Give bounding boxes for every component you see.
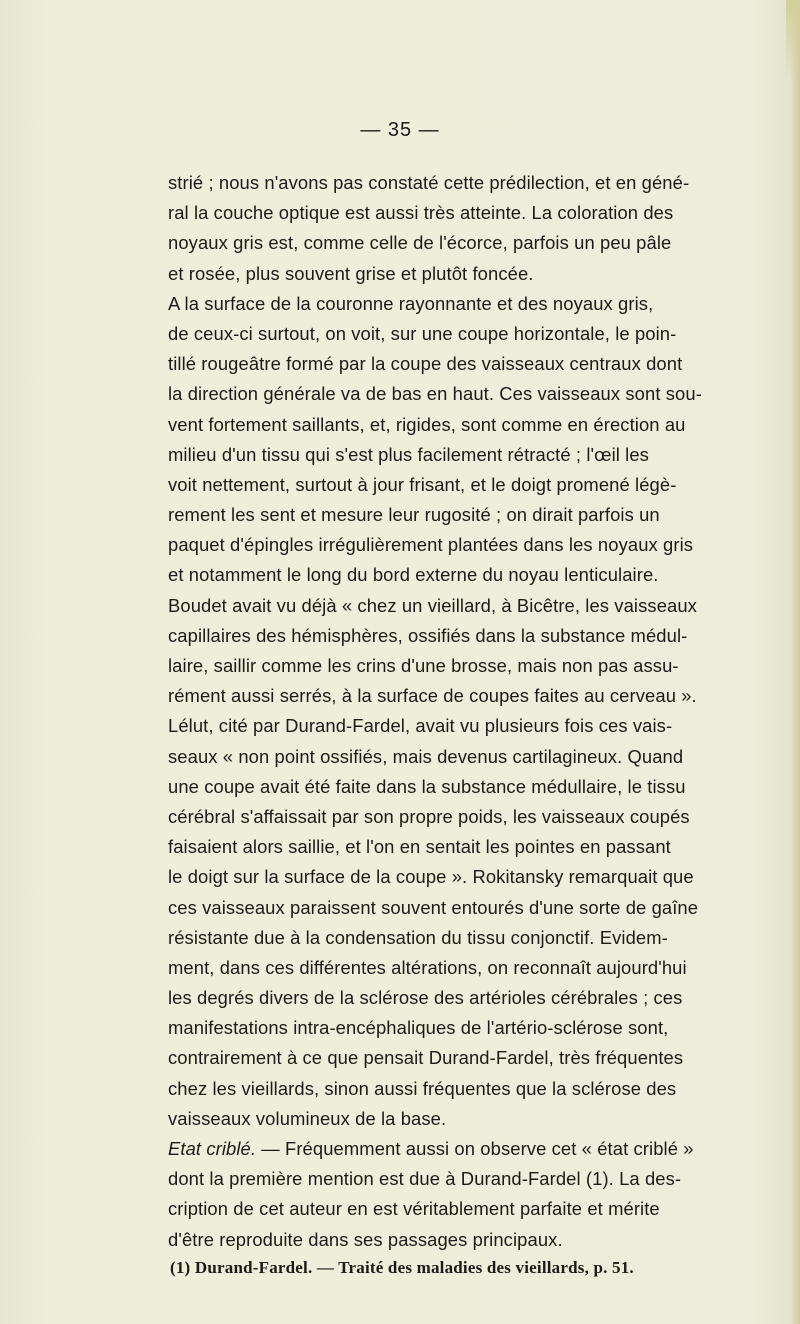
- text-line: le doigt sur la surface de la coupe ». Rokitansky remarquait que: [168, 866, 694, 888]
- footnote: (1) Durand-Fardel. — Traité des maladies des vieillards, p. 51.: [170, 1258, 634, 1277]
- etat-heading: Etat criblé.: [168, 1138, 257, 1159]
- text-line: ment, dans ces différentes altérations, on reconnaît aujourd'hui: [168, 956, 687, 978]
- text-line: capillaires des hémisphères, ossifiés dans la substance médul-: [168, 624, 688, 646]
- text-line: noyaux gris est, comme celle de l'écorce, parfois un peu pâle: [168, 232, 672, 254]
- text-line: résistante due à la condensation du tissu conjonctif. Evidem-: [168, 926, 668, 948]
- text-line: une coupe avait été faite dans la substance médullaire, le tissu: [168, 775, 686, 797]
- text-line: faisaient alors saillie, et l'on en sentait les pointes en passant: [168, 836, 671, 858]
- text-line: vent fortement saillants, et, rigides, sont comme en érection au: [168, 413, 686, 435]
- etat-line-1: dont la première mention est due à Durand-Fardel (1). La des-: [168, 1168, 682, 1190]
- text-line: vaisseaux volumineux de la base.: [168, 1107, 447, 1129]
- etat-line-2: cription de cet auteur en est véritablement parfaite et mérite: [168, 1198, 660, 1220]
- text-line: tillé rougeâtre formé par la coupe des vaisseaux centraux dont: [168, 353, 683, 375]
- text-line: Boudet avait vu déjà « chez un vieillard, à Bicêtre, les vaisseaux: [168, 594, 697, 616]
- text-line: laire, saillir comme les crins d'une brosse, mais non pas assu-: [168, 655, 679, 676]
- text-line: rément aussi serrés, à la surface de coupes faites au cerveau ».: [168, 685, 697, 707]
- text-line: la direction générale va de bas en haut. Ces vaisseaux sont sou-: [168, 383, 702, 405]
- etat-line-0: — Fréquemment aussi on observe cet « état criblé »: [256, 1138, 694, 1159]
- text-line: ral la couche optique est aussi très atteinte. La coloration des: [168, 202, 674, 224]
- etat-first-line: [168, 1134, 800, 1164]
- text-line: milieu d'un tissu qui s'est plus facilement rétracté ; l'œil les: [168, 443, 649, 465]
- text-line: Lélut, cité par Durand-Fardel, avait vu plusieurs fois ces vais-: [168, 715, 673, 737]
- text-line: contrairement à ce que pensait Durand-Fardel, très fréquentes: [168, 1047, 684, 1069]
- text-line: ces vaisseaux paraissent souvent entourés d'une sorte de gaîne: [168, 896, 699, 918]
- page-corner-stain: [786, 0, 800, 80]
- text-line: de ceux-ci surtout, on voit, sur une coupe horizontale, le poin-: [168, 322, 677, 344]
- etat-line-3: d'être reproduite dans ses passages principaux.: [168, 1228, 563, 1250]
- body-text: [168, 168, 800, 1255]
- text-line: cérébral s'affaissait par son propre poids, les vaisseaux coupés: [168, 805, 690, 827]
- text-line: les degrés divers de la sclérose des artérioles cérébrales ; ces: [168, 987, 683, 1009]
- text-line: manifestations intra-encéphaliques de l'artério-sclérose sont,: [168, 1017, 669, 1039]
- text-line: strié ; nous n'avons pas constaté cette prédilection, et en géné-: [168, 172, 690, 193]
- text-line: rement les sent et mesure leur rugosité ; on dirait parfois un: [168, 504, 660, 526]
- text-line: et notamment le long du bord externe du noyau lenticulaire.: [168, 564, 659, 586]
- main-paragraph: [168, 168, 800, 1134]
- text-line: paquet d'épingles irrégulièrement plantées dans les noyaux gris: [168, 534, 694, 556]
- text-line: et rosée, plus souvent grise et plutôt foncée.: [168, 262, 534, 284]
- text-line: seaux « non point ossifiés, mais devenus cartilagineux. Quand: [168, 745, 684, 767]
- text-line: voit nettement, surtout à jour frisant, et le doigt promené légè-: [168, 473, 677, 495]
- text-line: A la surface de la couronne rayonnante et des noyaux gris,: [168, 292, 654, 314]
- text-line: chez les vieillards, sinon aussi fréquentes que la sclérose des: [168, 1077, 677, 1099]
- page-number: — 35 —: [360, 119, 440, 141]
